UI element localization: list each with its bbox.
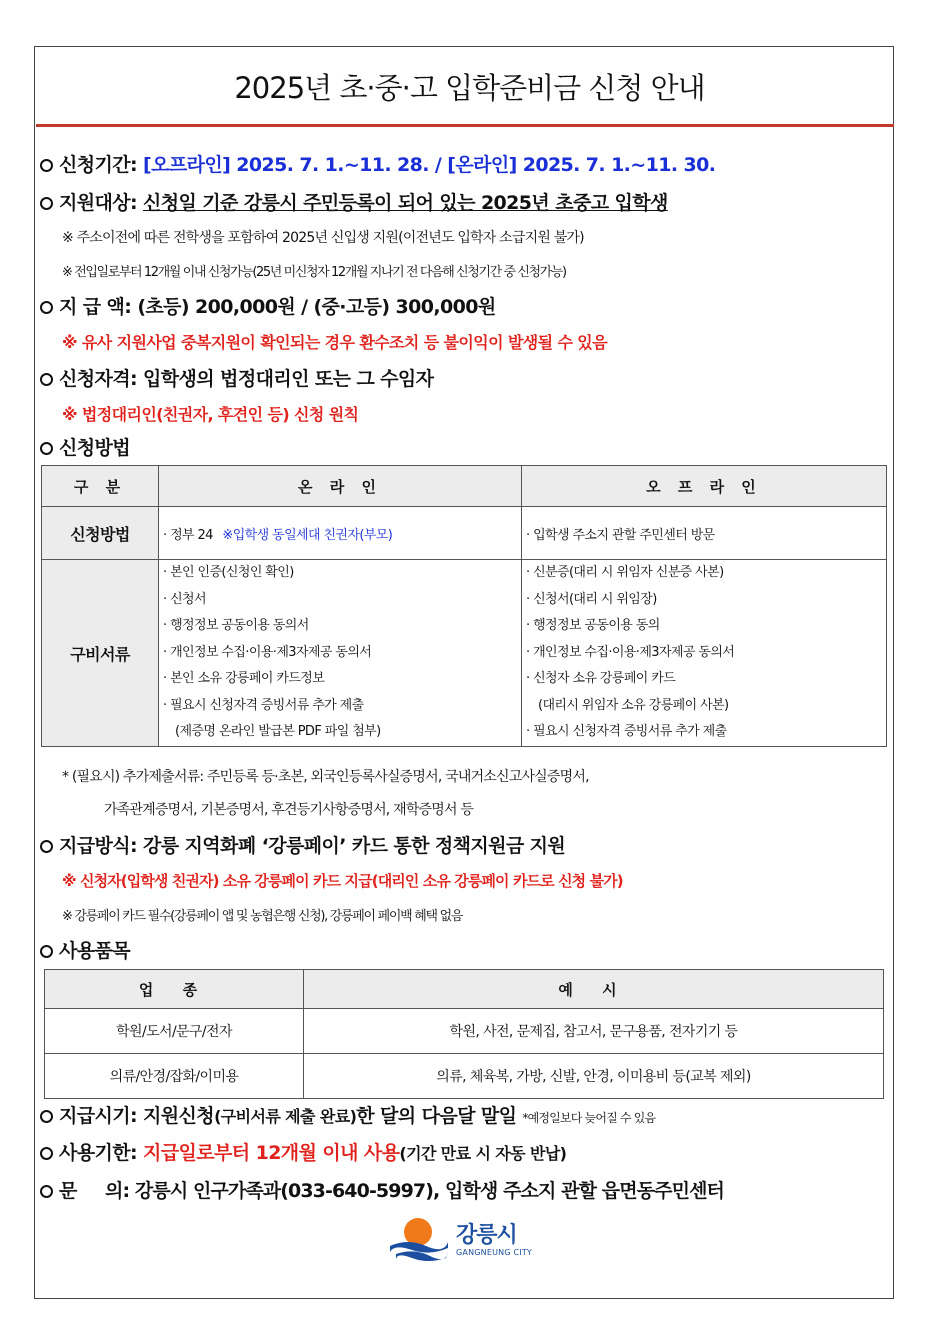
eligibility-value: 입학생의 법정대리인 또는 그 수임자 — [143, 368, 434, 390]
method-online-cell — [159, 507, 522, 560]
docs-row-label: 구비서류 — [42, 560, 159, 747]
usage-label: 사용기한: — [59, 1142, 138, 1164]
method-offline-cell: · 입학생 주소지 관할 주민센터 방문 — [522, 507, 887, 560]
timing-note: *예정일보다 늦어질 수 있음 — [522, 1111, 656, 1125]
list-item: (대리시 위임자 소유 강릉페이 사본) — [538, 697, 729, 713]
items-header-example: 예 시 — [304, 970, 884, 1009]
table-row — [45, 1054, 884, 1099]
payment-value: 강릉 지역화폐 ‘강릉페이’ 카드 통한 정책지원금 지원 — [143, 835, 566, 857]
target-line — [40, 188, 668, 215]
page-title: 2025년 초·중·고 입학준비금 신청 안내 — [234, 71, 705, 105]
docs-online-cell — [159, 560, 522, 747]
items-example-cell: 학원, 사전, 문제집, 참고서, 문구용품, 전자기기 등 — [304, 1009, 884, 1054]
bullet-circle-icon — [40, 373, 53, 386]
contact-value: 강릉시 인구가족과(033-640-5997), 입학생 주소지 관할 읍면동주민센터 — [134, 1180, 724, 1202]
amount-value: (초등) 200,000원 / (중·고등) 300,000원 — [137, 296, 496, 318]
bullet-circle-icon — [40, 1147, 53, 1160]
method-heading — [40, 433, 130, 460]
payment-line — [40, 831, 565, 858]
list-item: · 행정정보 공동이용 동의 — [526, 618, 660, 634]
payment-warning: ※ 신청자(입학생 친권자) 소유 강릉페이 카드 지급(대리인 소유 강릉페이 카드로 신청 불가) — [62, 872, 623, 890]
method-row-label: 신청방법 — [42, 507, 159, 560]
payment-note: ※ 강릉페이 카드 필수(강릉페이 앱 및 농협은행 신청), 강릉페이 페이백 혜택 없음 — [62, 909, 463, 924]
method-header-offline: 오 프 라 인 — [522, 466, 887, 507]
period-label: 신청기간: — [59, 154, 138, 176]
amount-line — [40, 292, 496, 319]
payment-label: 지급방식: — [59, 835, 138, 857]
period-line — [40, 150, 715, 177]
timing-value-b: (구비서류 제출 완료) — [214, 1107, 357, 1126]
bullet-circle-icon — [40, 945, 53, 958]
target-label: 지원대상: — [59, 192, 138, 214]
usage-note: (기간 만료 시 자동 반납) — [399, 1144, 567, 1163]
city-logo — [386, 1216, 566, 1266]
items-label: 사용품목 — [59, 940, 131, 962]
extra-docs-line-2: 가족관계증명서, 기본증명서, 후견등기사항증명서, 재학증명서 등 — [104, 802, 474, 818]
table-row — [42, 560, 887, 747]
list-item: · 신청자 소유 강릉페이 카드 — [526, 671, 676, 687]
period-value: [오프라인] 2025. 7. 1.~11. 28. / [온라인] 2025. 7. 1.~11. 30. — [143, 154, 716, 176]
logo-sub: GANGNEUNG CITY — [456, 1248, 532, 1257]
table-row — [42, 507, 887, 560]
target-value: 신청일 기준 강릉시 주민등록이 되어 있는 2025년 초중고 입학생 — [143, 192, 668, 214]
city-emblem-icon — [386, 1216, 450, 1264]
list-item: · 본인 소유 강릉페이 카드정보 — [163, 671, 325, 687]
method-online-note: ※입학생 동일세대 친권자(부모) — [222, 527, 393, 543]
docs-offline-cell — [522, 560, 887, 747]
bullet-circle-icon — [40, 197, 53, 210]
method-label: 신청방법 — [59, 437, 131, 459]
items-category-cell: 의류/안경/잡화/이미용 — [45, 1054, 304, 1099]
title-divider — [36, 124, 894, 127]
target-note-2: ※ 전입일로부터 12개월 이내 신청가능(25년 미신청자 12개월 지나기 전 다음해 신청기간 중 신청가능) — [62, 265, 566, 280]
timing-value-a: 지원신청 — [143, 1105, 215, 1127]
list-item: (제증명 온라인 발급본 PDF 파일 첨부) — [175, 724, 381, 740]
bullet-circle-icon — [40, 159, 53, 172]
list-item: · 행정정보 공동이용 동의서 — [163, 618, 309, 634]
usage-line — [40, 1138, 566, 1165]
items-header-category: 업 종 — [45, 970, 304, 1009]
items-category-cell: 학원/도서/문구/전자 — [45, 1009, 304, 1054]
list-item: · 신청서 — [163, 591, 206, 607]
usage-value: 지급일로부터 12개월 이내 사용 — [143, 1142, 400, 1164]
list-item: · 필요시 신청자격 증빙서류 추가 제출 — [526, 724, 727, 740]
amount-label: 지 급 액: — [59, 296, 132, 318]
target-note-1: ※ 주소이전에 따른 전학생을 포함하여 2025년 신입생 지원(이전년도 입학자 소급지원 불가) — [62, 230, 584, 246]
eligibility-line — [40, 364, 433, 391]
items-example-cell: 의류, 체육복, 가방, 신발, 안경, 이미용비 등(교복 제외) — [304, 1054, 884, 1099]
method-header-online: 온 라 인 — [159, 466, 522, 507]
bullet-circle-icon — [40, 301, 53, 314]
method-table — [41, 465, 887, 747]
table-row — [45, 1009, 884, 1054]
timing-line — [40, 1101, 655, 1128]
list-item: · 신청서(대리 시 위임장) — [526, 591, 657, 607]
contact-label: 문 의: — [59, 1180, 130, 1202]
list-item: · 개인정보 수집·이용·제3자제공 동의서 — [526, 644, 735, 660]
bullet-circle-icon — [40, 1110, 53, 1123]
eligibility-note: ※ 법정대리인(친권자, 후견인 등) 신청 원칙 — [62, 405, 359, 424]
bullet-circle-icon — [40, 1185, 53, 1198]
method-online-text: · 정부 24 — [163, 527, 213, 543]
bullet-circle-icon — [40, 840, 53, 853]
timing-label: 지급시기: — [59, 1105, 138, 1127]
list-item: · 본인 인증(신청인 확인) — [163, 565, 294, 581]
extra-docs-line-1: * (필요시) 추가제출서류: 주민등록 등·초본, 외국인등록사실증명서, 국내거소신고사실증명서, — [62, 769, 589, 785]
amount-warning: ※ 유사 지원사업 중복지원이 확인되는 경우 환수조치 등 불이익이 발생될 수 있음 — [62, 333, 608, 352]
bullet-circle-icon — [40, 442, 53, 455]
list-item: · 신분증(대리 시 위임자 신분증 사본) — [526, 565, 724, 581]
contact-line — [40, 1176, 724, 1203]
list-item: · 필요시 신청자격 증빙서류 추가 제출 — [163, 697, 364, 713]
method-header-category: 구 분 — [42, 466, 159, 507]
items-heading — [40, 936, 130, 963]
list-item: · 개인정보 수집·이용·제3자제공 동의서 — [163, 644, 372, 660]
items-table — [44, 969, 884, 1099]
eligibility-label: 신청자격: — [59, 368, 138, 390]
timing-value-c: 한 달의 다음달 말일 — [356, 1105, 517, 1127]
logo-name: 강릉시 — [456, 1223, 517, 1248]
